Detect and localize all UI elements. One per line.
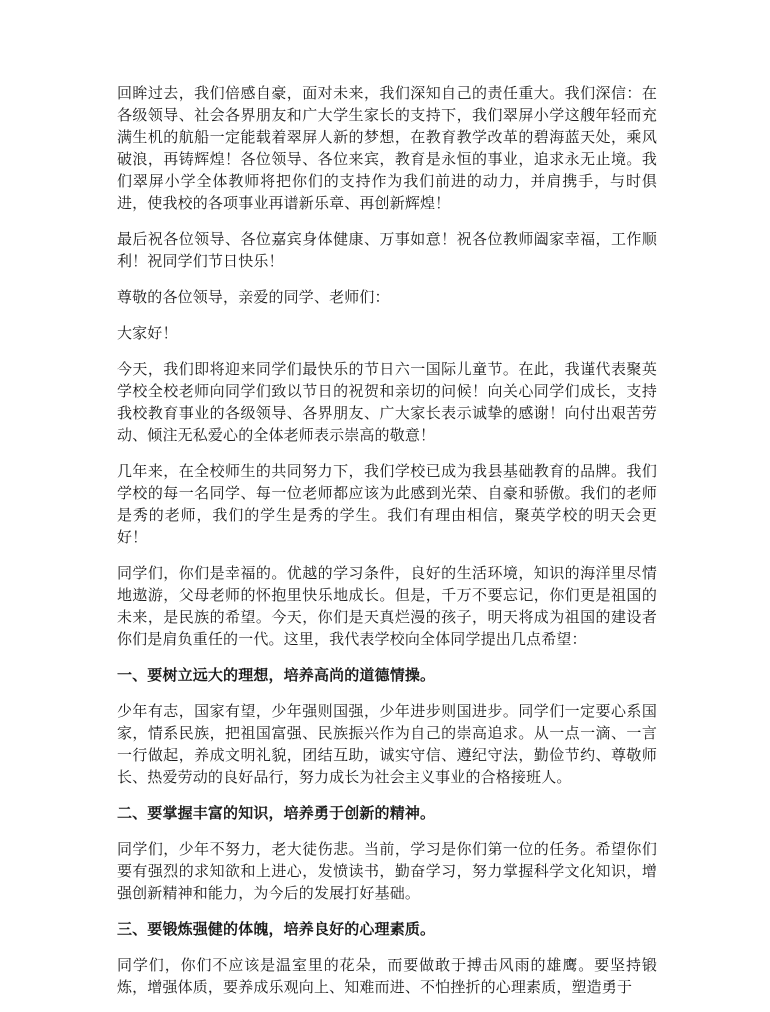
document-page	[117, 82, 657, 1012]
section-heading-fitness: 三、要锻炼强健的体魄，培养良好的心理素质。	[117, 920, 436, 938]
paragraph-reflection: 回眸过去，我们倍感自豪，面对未来，我们深知自己的责任重大。我们深信：在各级领导、社会各界朋友和广大学生家长的支持下，我们翠屏小学这艘年轻而充满生机的航船一定能载着翠屏人新的梦想，在教育教学改革的碧海蓝天处，乘风破浪，再铸辉煌！各位领导、各位来宾，教育是永恒的事业，追求永无止境。我们翠屏小学全体教师将把你们的支持作为我们前进的动力，并肩携手，与时俱进，使我校的各项事业再谱新乐章、再创新辉煌！	[117, 84, 657, 212]
paragraph-salutation: 尊敬的各位领导，亲爱的同学、老师们：	[117, 288, 390, 306]
paragraph-festival-intro: 今天，我们即将迎来同学们最快乐的节日六一国际儿童节。在此，我谨代表聚英学校全校老师向同学们致以节日的祝贺和亲切的问候！向关心同学们成长，支持我校教育事业的各级领导、各界朋友、广大家长表示诚挚的感谢！向付出艰苦劳动、倾注无私爱心的全体老师表示崇高的敬意！	[117, 360, 657, 444]
paragraph-fitness: 同学们，你们不应该是温室里的花朵，而要做敢于搏击风雨的雄鹰。要坚持锻炼，增强体质，要养成乐观向上、知难而进、不怕挫折的心理素质，塑造勇于	[117, 956, 657, 996]
section-heading-knowledge: 二、要掌握丰富的知识，培养勇于创新的精神。	[117, 804, 436, 822]
paragraph-students-happiness: 同学们，你们是幸福的。优越的学习条件，良好的生活环境，知识的海洋里尽情地遨游，父母老师的怀抱里快乐地成长。但是，千万不要忘记，你们更是祖国的未来，是民族的希望。今天，你们是天真烂漫的孩子，明天将成为祖国的建设者你们是肩负重任的一代。这里，我代表学校向全体同学提出几点希望：	[117, 564, 657, 648]
paragraph-school-achievements: 几年来，在全校师生的共同努力下，我们学校已成为我县基础教育的品牌。我们学校的每一名同学、每一位老师都应该为此感到光荣、自豪和骄傲。我们的老师是秀的老师，我们的学生是秀的学生。我们有理由相信，聚英学校的明天会更好！	[117, 462, 657, 546]
section-heading-ideals: 一、要树立远大的理想，培养高尚的道德情操。	[117, 666, 436, 684]
paragraph-closing-wishes: 最后祝各位领导、各位嘉宾身体健康、万事如意！祝各位教师阖家幸福，工作顺利！祝同学们节日快乐！	[117, 230, 657, 270]
paragraph-knowledge: 同学们，少年不努力，老大徒伤悲。当前，学习是你们第一位的任务。希望你们要有强烈的求知欲和上进心，发愤读书，勤奋学习，努力掌握科学文化知识，增强创新精神和能力，为今后的发展打好基础。	[117, 840, 657, 902]
paragraph-ideals: 少年有志，国家有望，少年强则国强，少年进步则国进步。同学们一定要心系国家，情系民族，把祖国富强、民族振兴作为自己的崇高追求。从一点一滴、一言一行做起，养成文明礼貌，团结互助，诚实守信、遵纪守法，勤俭节约、尊敬师长、热爱劳动的良好品行，努力成长为社会主义事业的合格接班人。	[117, 702, 657, 786]
paragraph-greeting: 大家好！	[117, 324, 178, 342]
